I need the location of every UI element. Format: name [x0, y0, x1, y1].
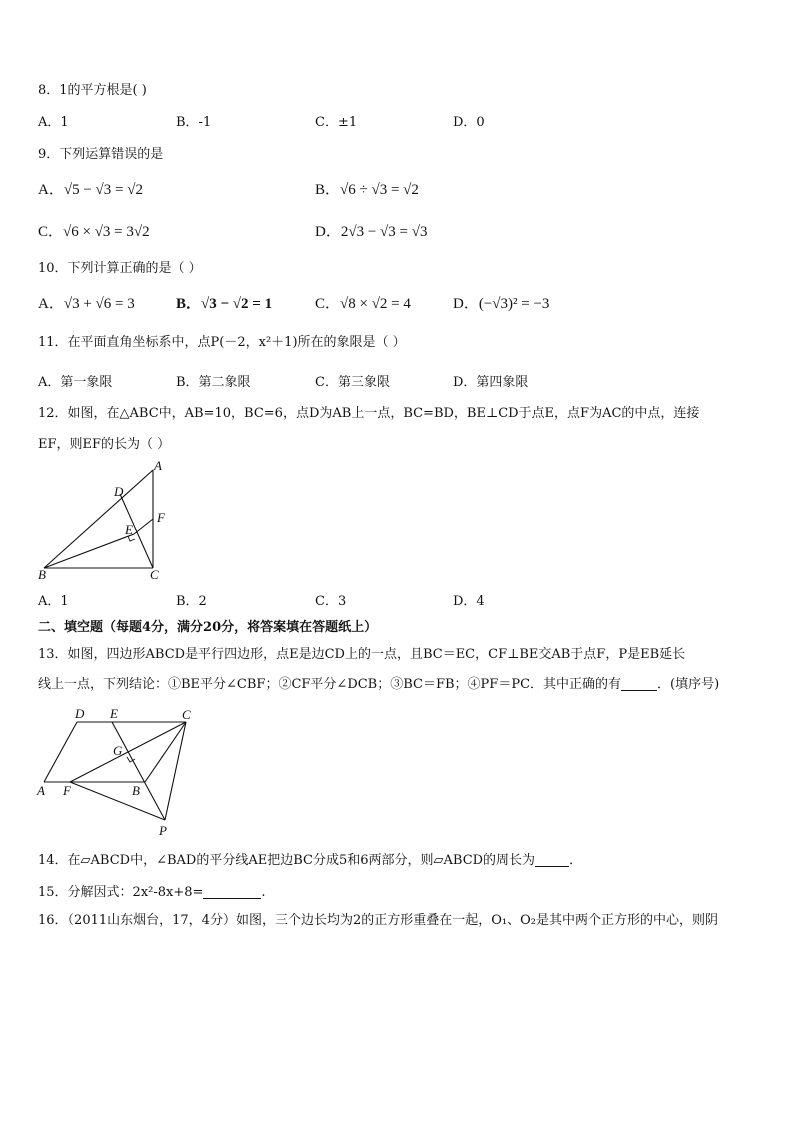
q13-line2-end: ．(填序号) [657, 677, 720, 692]
q11-option-d: D．第四象限 [453, 375, 529, 390]
q9-option-b: B．√6 ÷ √3 = √2 [315, 182, 419, 198]
segment-ad [44, 722, 77, 782]
label-d: D [114, 484, 124, 499]
q8-stem: 8．1的平方根是( ) [38, 83, 147, 98]
q13-line2 [38, 676, 719, 694]
q8-option-b: B．-1 [176, 115, 212, 130]
q11-option-c: C．第三象限 [315, 375, 390, 390]
segment-ab [44, 470, 153, 568]
q10-stem: 10．下列计算正确的是（ ） [38, 261, 202, 276]
segment-be [44, 534, 134, 568]
q13-line1: 13．如图，四边形ABCD是平行四边形，点E是边CD上的一点，且BC＝EC，CF⊥BE交AB于点F，P是EB延长 [38, 647, 686, 662]
label-a: A [37, 783, 45, 798]
q12-stem-line2: EF，则EF的长为（ ） [38, 437, 171, 452]
q14-text: 14．在▱ABCD中，∠BAD的平分线AE把边BC分成5和6两部分，则▱ABCD的周长为 [38, 853, 536, 868]
q12-triangle-figure [36, 460, 176, 585]
q10-option-c: C．√8 × √2 = 4 [315, 296, 411, 312]
section-heading-fill-in: 二、填空题（每题4分，满分20分，将答案填在答题纸上） [38, 620, 378, 635]
q13-line2-text: 线上一点，下列结论：①BE平分∠CBF；②CF平分∠DCB；③BC＝FB；④PF＝PC．其中正确的有 [38, 677, 622, 692]
segment-fc [70, 722, 186, 782]
q11-stem: 11．在平面直角坐标系中，点P(－2，x²＋1)所在的象限是（ ） [38, 335, 406, 350]
q10-option-b: B．√3 − √2 = 1 [176, 296, 273, 312]
label-a: A [154, 460, 162, 473]
q10-option-d: D．(−√3)² = −3 [453, 296, 550, 312]
q9-option-c: C．√6 × √3 = 3√2 [38, 224, 150, 240]
label-p: P [159, 823, 167, 838]
label-d: D [75, 706, 85, 721]
q9-option-d: D．2√3 − √3 = √3 [315, 224, 428, 240]
label-e: E [125, 522, 133, 537]
label-f: F [63, 783, 71, 798]
q14-line [38, 852, 582, 870]
label-b: B [132, 783, 140, 798]
q15-text: 15．分解因式：2x²-8x+8= [38, 885, 204, 900]
q11-option-b: B．第二象限 [176, 375, 251, 390]
q12-option-b: B．2 [176, 594, 207, 609]
label-e: E [110, 706, 118, 721]
q8-option-c: C．±1 [315, 115, 358, 130]
q15-end: . [261, 885, 266, 900]
q13-answer-blank[interactable] [621, 676, 657, 691]
q8-option-d: D．0 [453, 115, 485, 130]
label-c: C [182, 707, 191, 722]
q12-stem-line1: 12．如图，在△ABC中，AB=10，BC=6，点D为AB上一点，BC=BD，BE⊥CD于点E，点F为AC的中点，连接 [38, 406, 700, 421]
q12-option-c: C．3 [315, 594, 347, 609]
q9-option-a: A．√5 − √3 = √2 [38, 182, 143, 198]
q16-line: 16．（2011山东烟台，17，4分）如图，三个边长均为2的正方形重叠在一起，O₁、O₂是其中两个正方形的中心，则阴 [38, 913, 718, 928]
q13-parallelogram-figure [34, 704, 204, 839]
label-b: B [38, 567, 46, 582]
q15-answer-blank[interactable] [203, 884, 261, 899]
q12-option-a: A．1 [38, 594, 69, 609]
label-f: F [157, 510, 165, 525]
q8-option-a: A．1 [38, 115, 69, 130]
label-c: C [150, 567, 159, 582]
q14-end: ． [569, 853, 583, 868]
segment-fp [70, 782, 165, 820]
segment-ef [134, 519, 153, 534]
q12-option-d: D．4 [453, 594, 485, 609]
q15-line [38, 884, 266, 902]
q11-option-a: A．第一象限 [38, 375, 113, 390]
q9-stem: 9．下列运算错误的是 [38, 147, 164, 162]
label-g: G [113, 743, 123, 758]
q14-answer-blank[interactable] [535, 852, 569, 867]
q10-option-a: A．√3 + √6 = 3 [38, 296, 135, 312]
